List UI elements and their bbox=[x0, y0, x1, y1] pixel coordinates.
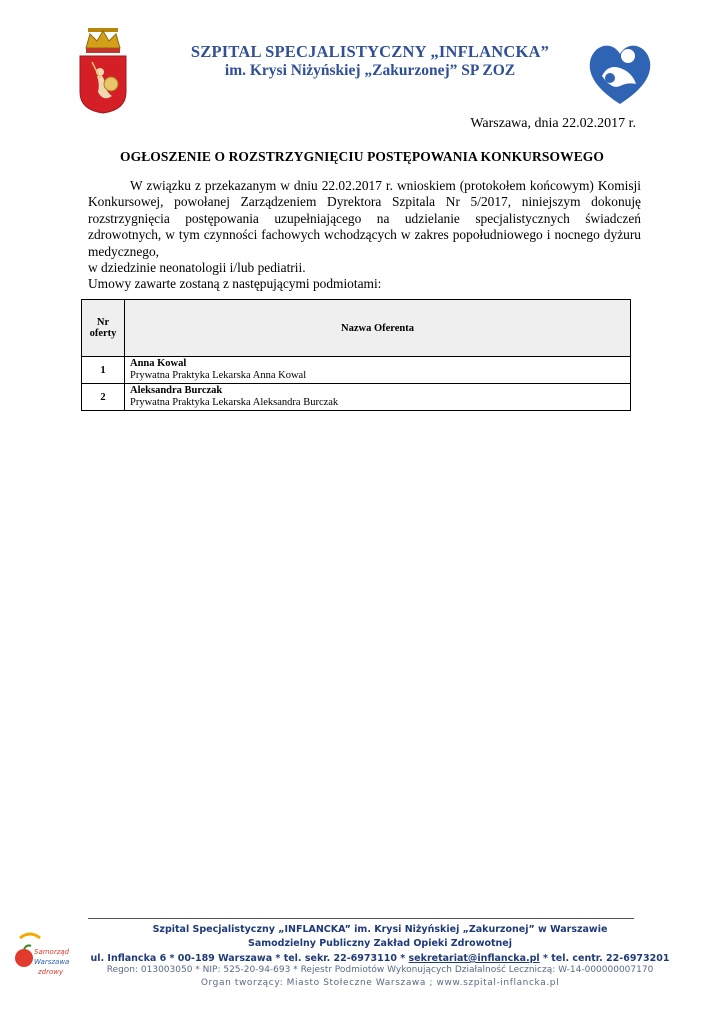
body-paragraph: W związku z przekazanym w dniu 22.02.2017 r. wnioskiem (protokołem końcowym) Komisji Konkursowej, powołanej Zarządzeniem Dyrektora Szpitala Nr 5/2017, niniejszym dokonuję rozstrzygnięcia postępowania uzupełniającego na udzielanie specjalistycznych świadczeń zdrowotnych, w tym czynności fachowych wchodzących w zakres popołudniowego i nocnego dyżuru medycznego, bbox=[88, 178, 641, 259]
footer-founding-body: Organ tworzący: Miasto Stołeczne Warszawa ; www.szpital-inflancka.pl bbox=[200, 978, 560, 988]
offeror-cell bbox=[125, 384, 631, 411]
document-date: Warszawa, dnia 22.02.2017 r. bbox=[470, 116, 636, 131]
sticker-text-2: Warszawa bbox=[34, 958, 70, 966]
sticker-text-3: zdrowy bbox=[38, 968, 64, 976]
offeror-description: Prywatna Praktyka Lekarska Anna Kowal bbox=[130, 370, 307, 381]
offers-table bbox=[81, 299, 631, 411]
footer-divider bbox=[88, 918, 634, 919]
header-offeror-name: Nazwa Oferenta bbox=[125, 300, 631, 357]
footer-email-link[interactable]: sekretariat@inflancka.pl bbox=[408, 953, 540, 964]
mother-child-heart-icon bbox=[584, 36, 656, 108]
header-offer-number bbox=[82, 300, 125, 357]
offeror-cell bbox=[125, 357, 631, 384]
offer-number: 1 bbox=[82, 357, 125, 384]
offeror-name: Anna Kowal bbox=[130, 358, 187, 369]
document-title: OGŁOSZENIE O ROZSTRZYGNIĘCIU POSTĘPOWANIA KONKURSOWEGO bbox=[120, 149, 604, 164]
offer-number: 2 bbox=[82, 384, 125, 411]
table-row bbox=[82, 357, 631, 384]
hospital-patron: im. Krysi Niżyńskiej „Zakurzonej” SP ZOZ bbox=[224, 62, 516, 79]
header-nr-label: Nr bbox=[96, 317, 110, 328]
offeror-description: Prywatna Praktyka Lekarska Aleksandra Burczak bbox=[130, 397, 339, 408]
footer-registry: Regon: 013003050 * NIP: 525-20-94-693 * Rejestr Podmiotów Wykonujących Działalność Leczniczą: W-14-000000007170 bbox=[106, 965, 654, 975]
body-contracts-line: Umowy zawarte zostaną z następującymi podmiotami: bbox=[88, 276, 382, 292]
body-specialty-line: w dziedzinie neonatologii i/lub pediatrii. bbox=[88, 260, 306, 276]
hospital-name: SZPITAL SPECJALISTYCZNY „INFLANCKA” bbox=[190, 42, 550, 61]
footer-central-phone: * tel. centr. 22-6973201 bbox=[539, 953, 670, 964]
footer-contact bbox=[60, 953, 700, 964]
sticker-text-1: Samorząd bbox=[34, 948, 70, 956]
footer-address-phone: ul. Inflancka 6 * 00-189 Warszawa * tel. sekr. 22-6973110 * bbox=[90, 953, 409, 964]
table-header-row bbox=[82, 300, 631, 357]
offeror-name: Aleksandra Burczak bbox=[130, 385, 223, 396]
warsaw-coat-of-arms-icon bbox=[78, 26, 128, 114]
table-row bbox=[82, 384, 631, 411]
document-body bbox=[88, 178, 641, 293]
header-oferty-label: oferty bbox=[89, 328, 117, 339]
footer-hospital-name: Szpital Specjalistyczny „INFLANCKA” im. Krysi Niżyńskiej „Zakurzonej” w Warszawie bbox=[152, 924, 608, 935]
footer-institution-type: Samodzielny Publiczny Zakład Opieki Zdrowotnej bbox=[247, 938, 512, 949]
